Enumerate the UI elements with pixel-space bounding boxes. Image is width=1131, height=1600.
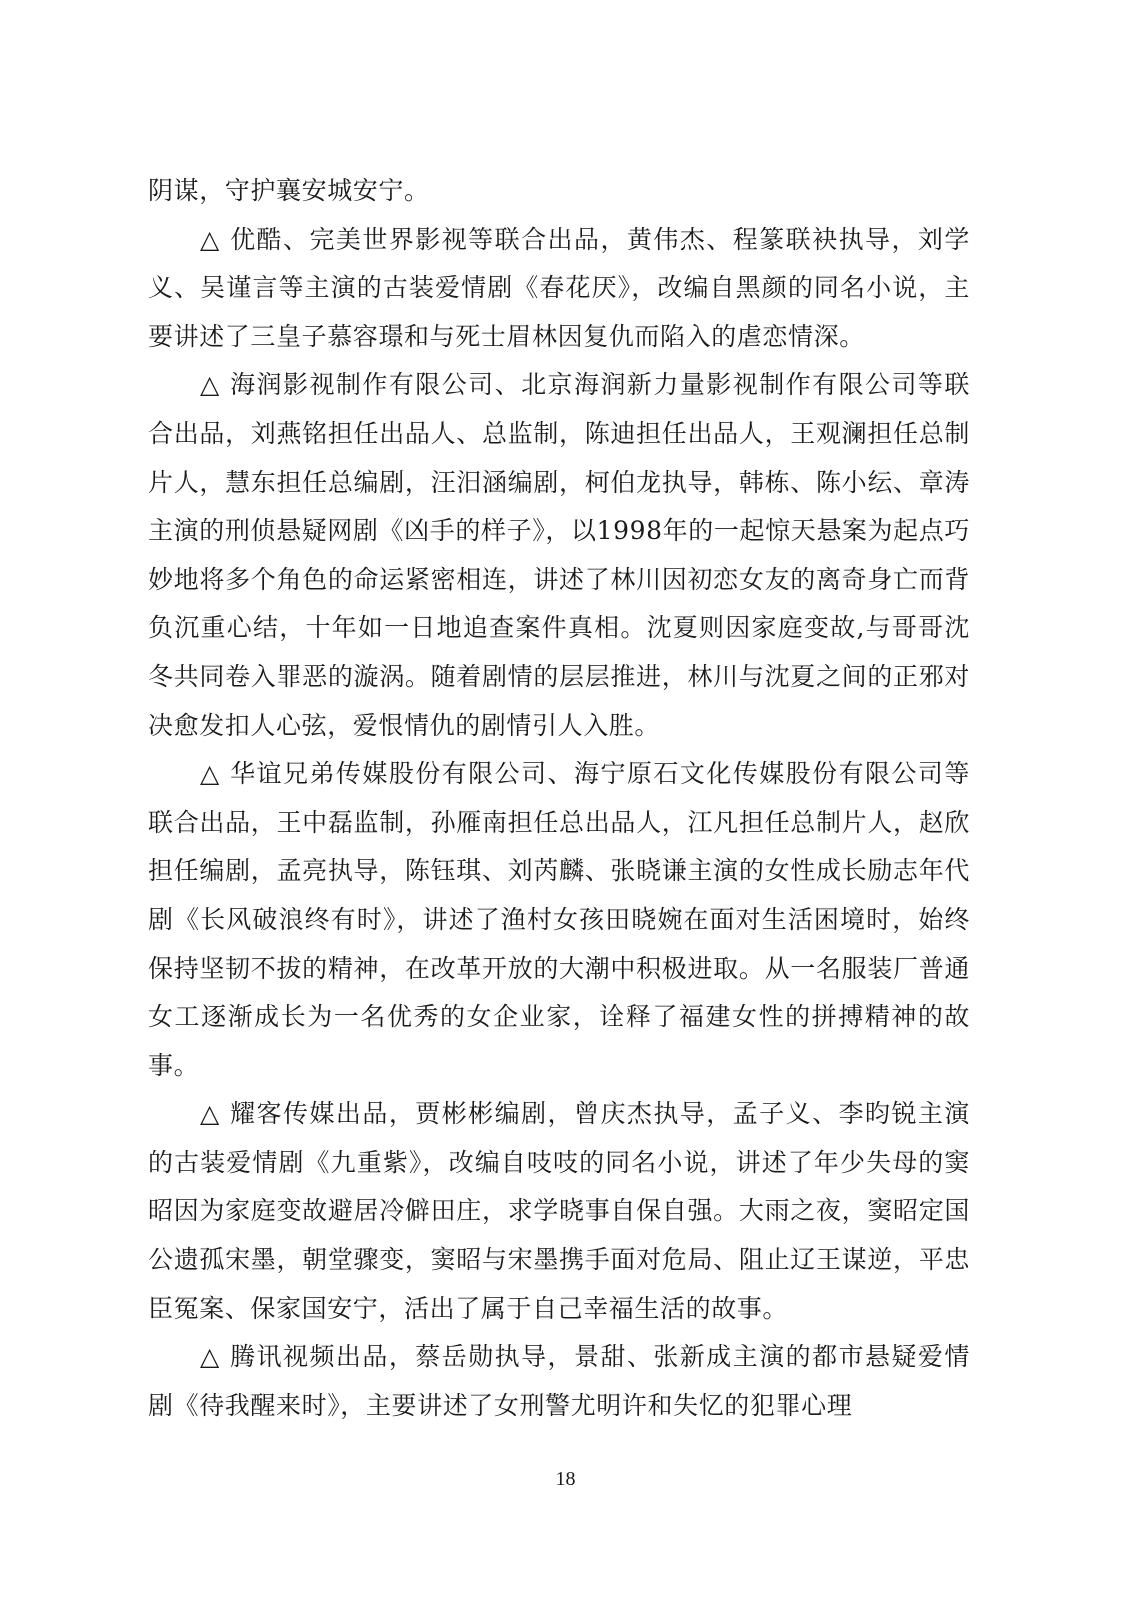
paragraph-continuation: 阴谋，守护襄安城安宁。 [148,176,430,205]
paragraph-chunhuayan: △ 优酷、完美世界影视等联合出品，黄伟杰、程篆联袂执导，刘学义、吴谨言等主演的古装爱情剧《春花厌》，改编自黑颜的同名小说，主要讲述了三皇子慕容璟和与死士眉林因复仇而陷入的虐恋情深。 [148,224,970,351]
body-text [148,167,970,1430]
page-number: 18 [555,1468,576,1490]
paragraph-xiongshou: △ 海润影视制作有限公司、北京海润新力量影视制作有限公司等联合出品，刘燕铭担任出品人、总监制，陈迪担任出品人，王观澜担任总制片人，慧东担任总编剧，汪汨涵编剧，柯伯龙执导，韩栋、陈小纭、章涛主演的刑侦悬疑网剧《凶手的样子》，以1998年的一起惊天悬案为起点巧妙地将多个角色的命运紧密相连，讲述了林川因初恋女友的离奇身亡而背负沉重心结，十年如一日地追查案件真相。沈夏则因家庭变故,与哥哥沈冬共同卷入罪恶的漩涡。随着剧情的层层推进，林川与沈夏之间的正邪对决愈发扣人心弦，爱恨情仇的剧情引人入胜。 [148,370,970,740]
paragraph-jiuchongzi: △ 耀客传媒出品，贾彬彬编剧，曾庆杰执导，孟子义、李昀锐主演的古装爱情剧《九重紫》，改编自吱吱的同名小说，讲述了年少失母的窦昭因为家庭变故避居冷僻田庄，求学晓事自保自强。大雨之夜，窦昭定国公遗孤宋墨，朝堂骤变，窦昭与宋墨携手面对危局、阻止辽王谋逆，平忠臣冤案、保家国安宁，活出了属于自己幸福生活的故事。 [148,1099,970,1323]
paragraph-daiwoxinglaishi: △ 腾讯视频出品，蔡岳勋执导，景甜、张新成主演的都市悬疑爱情剧《待我醒来时》，主要讲述了女刑警尤明许和失忆的犯罪心理 [148,1342,970,1420]
paragraph-changfeng: △ 华谊兄弟传媒股份有限公司、海宁原石文化传媒股份有限公司等联合出品，王中磊监制，孙雁南担任总出品人，江凡担任总制片人，赵欣担任编剧，孟亮执导，陈钰琪、刘芮麟、张晓谦主演的女性成长励志年代剧《长风破浪终有时》，讲述了渔村女孩田晓婉在面对生活困境时，始终保持坚韧不拔的精神，在改革开放的大潮中积极进取。从一名服装厂普通女工逐渐成长为一名优秀的女企业家，诠释了福建女性的拼搏精神的故事。 [148,759,970,1080]
